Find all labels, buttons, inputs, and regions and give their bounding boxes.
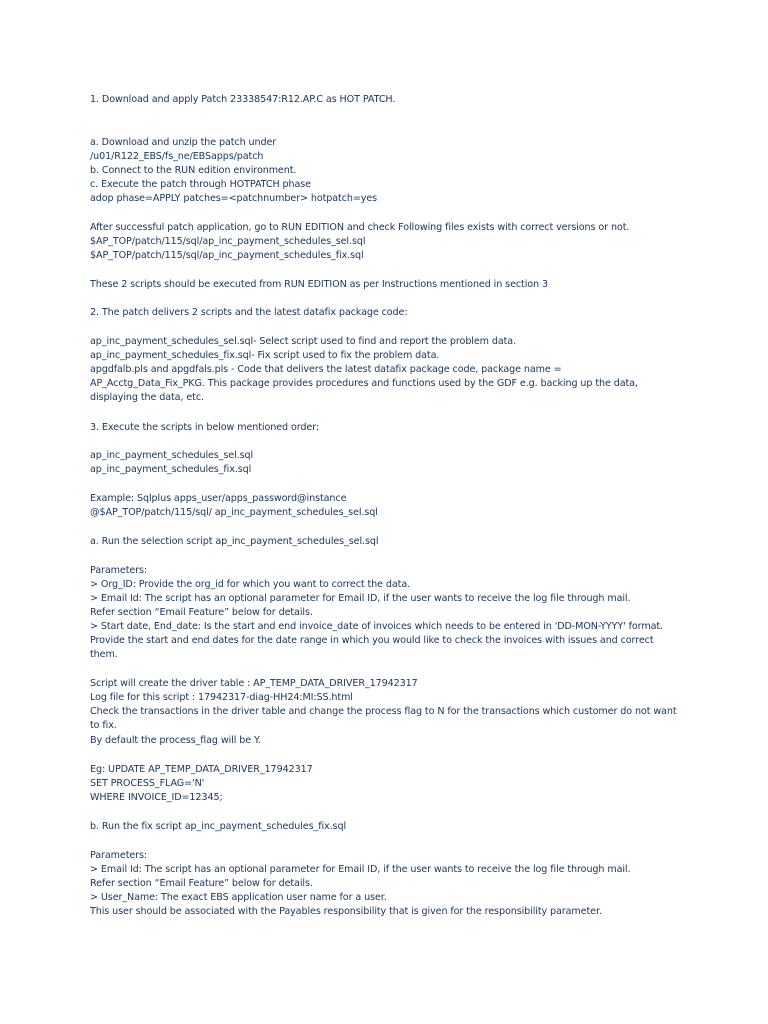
run-edition-note: These 2 scripts should be executed from RUN EDITION as per Instructions mentioned in section 3 <box>90 279 548 290</box>
update-example-1: Eg: UPDATE AP_TEMP_DATA_DRIVER_17942317 <box>90 764 313 775</box>
step-2-heading: 2. The patch delivers 2 scripts and the latest datafix package code: <box>90 307 408 318</box>
log-file-note: Log file for this script : 17942317-diag-HH24:MI:SS.html <box>90 692 353 703</box>
email-feature-ref-b: Refer section “Email Feature” below for details. <box>90 878 313 889</box>
param-dates-desc: Provide the start and end dates for the date range in which you would like to check the invoices with issues and correct <box>90 635 654 646</box>
param-dates-desc-end: them. <box>90 649 118 660</box>
order-fix-script: ap_inc_payment_schedules_fix.sql <box>90 464 252 475</box>
sel-script-desc: ap_inc_payment_schedules_sel.sql- Select script used to find and report the problem data. <box>90 336 517 347</box>
param-org-id: > Org_ID: Provide the org_id for which you want to correct the data. <box>90 579 411 590</box>
update-example-2: SET PROCESS_FLAG='N' <box>90 778 205 789</box>
file-path-fix: $AP_TOP/patch/115/sql/ap_inc_payment_schedules_fix.sql <box>90 250 364 261</box>
default-flag-note: By default the process_flag will be Y. <box>90 735 261 746</box>
file-path-sel: $AP_TOP/patch/115/sql/ap_inc_payment_schedules_sel.sql <box>90 236 366 247</box>
step-1-heading: 1. Download and apply Patch 23338547:R12.AP.C as HOT PATCH. <box>90 94 396 105</box>
driver-table-note: Script will create the driver table : AP_TEMP_DATA_DRIVER_17942317 <box>90 678 418 689</box>
step-3b-heading: b. Run the fix script ap_inc_payment_schedules_fix.sql <box>90 821 347 832</box>
parameters-label-a: Parameters: <box>90 565 148 576</box>
step-1c-text: c. Execute the patch through HOTPATCH phase <box>90 179 311 190</box>
package-desc-1: apgdfalb.pls and apgdfals.pls - Code that delivers the latest datafix package code, package name = <box>90 364 562 375</box>
step-1a-text: a. Download and unzip the patch under <box>90 137 277 148</box>
step-3-heading: 3. Execute the scripts in below mentioned order: <box>90 422 320 433</box>
param-email-id-b: > Email Id: The script has an optional parameter for Email ID, if the user wants to receive the log file through mail. <box>90 864 631 875</box>
patch-path: /u01/R122_EBS/fs_ne/EBSapps/patch <box>90 151 264 162</box>
fix-script-desc: ap_inc_payment_schedules_fix.sql- Fix script used to fix the problem data. <box>90 350 440 361</box>
package-desc-3: displaying the data, etc. <box>90 392 204 403</box>
adop-command: adop phase=APPLY patches=<patchnumber> hotpatch=yes <box>90 193 378 204</box>
step-1b-text: b. Connect to the RUN edition environment. <box>90 165 297 176</box>
example-sqlplus: Example: Sqlplus apps_user/apps_password@instance <box>90 493 347 504</box>
order-sel-script: ap_inc_payment_schedules_sel.sql <box>90 450 254 461</box>
step-3a-heading: a. Run the selection script ap_inc_payment_schedules_sel.sql <box>90 536 379 547</box>
email-feature-ref-a: Refer section “Email Feature” below for details. <box>90 607 313 618</box>
user-responsibility-note: This user should be associated with the Payables responsibility that is given for the responsibility parameter. <box>90 906 602 917</box>
param-email-id-a: > Email Id: The script has an optional parameter for Email ID, if the user wants to receive the log file through mail. <box>90 593 631 604</box>
parameters-label-b: Parameters: <box>90 850 148 861</box>
example-path: @$AP_TOP/patch/115/sql/ ap_inc_payment_schedules_sel.sql <box>90 507 378 518</box>
process-flag-note: Check the transactions in the driver table and change the process flag to N for the transactions which customer do not want <box>90 706 677 717</box>
param-dates: > Start date, End_date: Is the start and end invoice_date of invoices which needs to be entered in 'DD-MON-YYYY' format. <box>90 621 663 632</box>
update-example-3: WHERE INVOICE_ID=12345; <box>90 792 223 803</box>
package-desc-2: AP_Acctg_Data_Fix_PKG. This package provides procedures and functions used by the GDF e.g. backing up the data, <box>90 378 638 389</box>
param-user-name: > User_Name: The exact EBS application user name for a user. <box>90 892 387 903</box>
process-flag-note-end: to fix. <box>90 720 117 731</box>
post-apply-text: After successful patch application, go to RUN EDITION and check Following files exists with correct versions or not. <box>90 222 630 233</box>
